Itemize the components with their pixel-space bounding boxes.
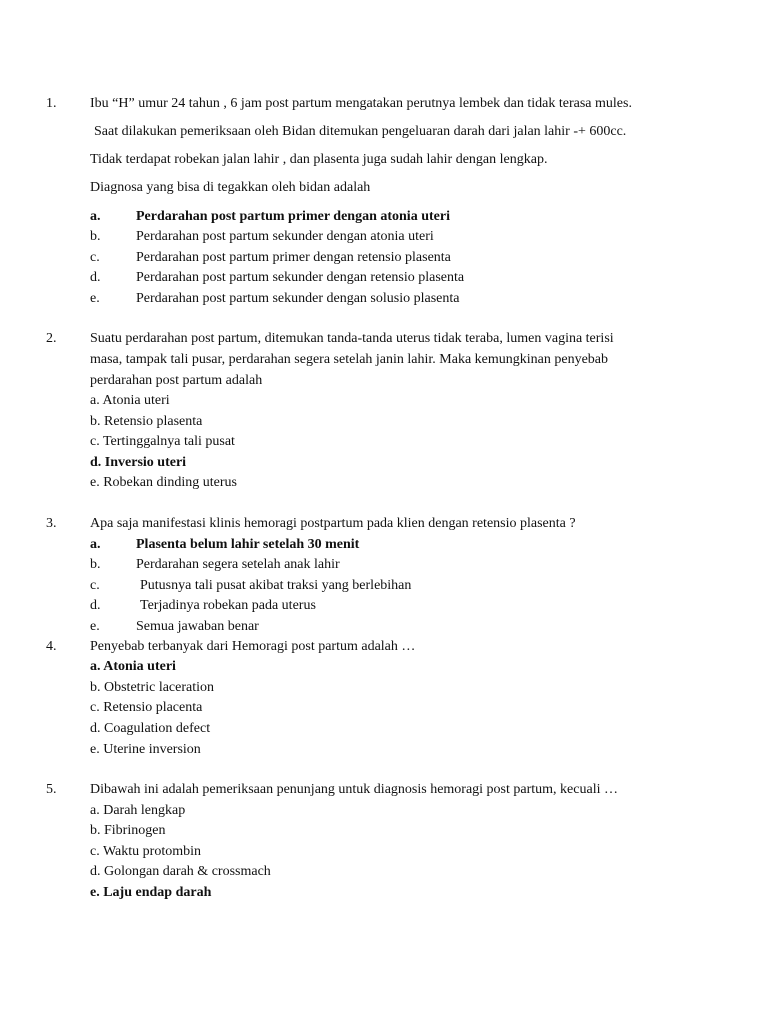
option-text: b. Retensio plasenta bbox=[90, 414, 203, 429]
question-text: masa, tampak tali pusar, perdarahan segera setelah janin lahir. Maka kemungkinan penyebab bbox=[90, 352, 609, 367]
option-text: e. Laju endap darah bbox=[90, 885, 212, 900]
question-text: Penyebab terbanyak dari Hemoragi post partum adalah … bbox=[90, 639, 416, 654]
option-text: Terjadinya robekan pada uterus bbox=[140, 598, 316, 613]
option-text: e. Uterine inversion bbox=[90, 742, 201, 757]
option-text: Perdarahan post partum sekunder dengan atonia uteri bbox=[136, 229, 434, 244]
option-text: d. Golongan darah & crossmach bbox=[90, 864, 271, 879]
option-text: Perdarahan post partum sekunder dengan solusio plasenta bbox=[136, 291, 460, 306]
option-text: b. Obstetric laceration bbox=[90, 680, 215, 695]
option-text: Perdarahan post partum primer dengan retensio plasenta bbox=[136, 250, 451, 265]
question-number: 5. bbox=[46, 782, 57, 797]
question-text: Saat dilakukan pemeriksaan oleh Bidan ditemukan pengeluaran darah dari jalan lahir -+ 600cc. bbox=[94, 124, 627, 139]
option-letter: c. bbox=[90, 578, 100, 593]
option-letter: a. bbox=[90, 209, 101, 224]
option-text: Plasenta belum lahir setelah 30 menit bbox=[136, 537, 360, 552]
option-letter: e. bbox=[90, 291, 100, 306]
option-text: c. Tertinggalnya tali pusat bbox=[90, 434, 235, 449]
option-text: Perdarahan segera setelah anak lahir bbox=[136, 557, 340, 572]
option-text: d. Coagulation defect bbox=[90, 721, 211, 736]
option-text: Perdarahan post partum sekunder dengan retensio plasenta bbox=[136, 270, 465, 285]
option-letter: b. bbox=[90, 557, 101, 572]
option-letter: c. bbox=[90, 250, 100, 265]
option-text: c. Retensio placenta bbox=[90, 700, 203, 715]
question-text: Suatu perdarahan post partum, ditemukan tanda-tanda uterus tidak teraba, lumen vagina terisi bbox=[90, 331, 614, 346]
option-text: a. Atonia uteri bbox=[90, 393, 170, 408]
option-letter: d. bbox=[90, 270, 101, 285]
question-number: 2. bbox=[46, 331, 57, 346]
question-text: Ibu “H” umur 24 tahun , 6 jam post partum mengatakan perutnya lembek dan tidak terasa mules. bbox=[90, 96, 632, 111]
option-text: b. Fibrinogen bbox=[90, 823, 166, 838]
option-text: a. Darah lengkap bbox=[90, 803, 186, 818]
question-text: Diagnosa yang bisa di tegakkan oleh bidan adalah bbox=[90, 180, 371, 195]
option-letter: b. bbox=[90, 229, 101, 244]
option-letter: a. bbox=[90, 537, 101, 552]
question-number: 1. bbox=[46, 96, 57, 111]
option-text: Perdarahan post partum primer dengan atonia uteri bbox=[136, 209, 450, 224]
question-number: 4. bbox=[46, 639, 57, 654]
question-number: 3. bbox=[46, 516, 57, 531]
option-letter: d. bbox=[90, 598, 101, 613]
option-letter: e. bbox=[90, 619, 100, 634]
option-text: Semua jawaban benar bbox=[136, 619, 259, 634]
option-text: c. Waktu protombin bbox=[90, 844, 201, 859]
question-text: perdarahan post partum adalah bbox=[90, 373, 263, 388]
option-text: e. Robekan dinding uterus bbox=[90, 475, 237, 490]
question-text: Dibawah ini adalah pemeriksaan penunjang untuk diagnosis hemoragi post partum, kecuali … bbox=[90, 782, 618, 797]
option-text: Putusnya tali pusat akibat traksi yang berlebihan bbox=[140, 578, 412, 593]
option-text: d. Inversio uteri bbox=[90, 455, 187, 470]
question-text: Apa saja manifestasi klinis hemoragi postpartum pada klien dengan retensio plasenta ? bbox=[90, 516, 576, 531]
option-text: a. Atonia uteri bbox=[90, 659, 176, 674]
question-text: Tidak terdapat robekan jalan lahir , dan plasenta juga sudah lahir dengan lengkap. bbox=[90, 152, 548, 167]
